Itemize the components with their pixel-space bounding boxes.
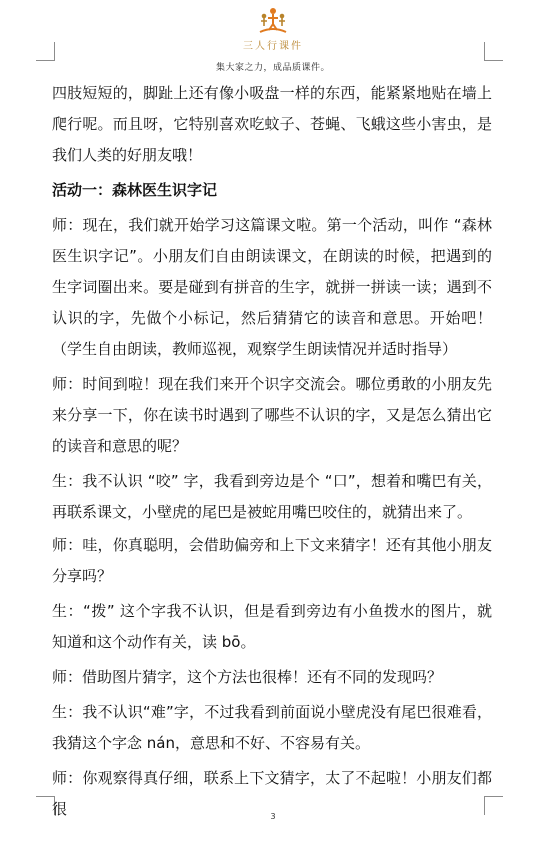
paragraph: 师：哇，你真聪明，会借助偏旁和上下文来猜字！还有其他小朋友分享吗？ [52,536,492,585]
paragraph: 生：我不认识“难”字，不过我看到前面说小壁虎没有尾巴很难看，我猜这个字念 nán，意思和不好、不容易有关。 [52,703,492,752]
page-number: 3 [270,812,276,821]
page-header [0,6,546,76]
paragraph: 师：你观察得真仔细，联系上下文猜字，太了不起啦！小朋友们都很 [52,769,492,818]
paragraph: 师：时间到啦！现在我们来开个识字交流会。哪位勇敢的小朋友先来分享一下，你在读书时遇到了哪些不认识的字，又是怎么猜出它的读音和意思的呢？ [52,375,492,455]
section-heading: 活动一：森林医生识字记 [52,181,218,199]
header-slogan: 集大家之力，成品质课件。 [215,63,330,73]
paragraph: 师：现在，我们就开始学习这篇课文啦。第一个活动，叫作 “森林医生识字记”。小朋友们自由朗读课文，在朗读的时候，把遇到的生字词圈出来。要是碰到有拼音的生字，就拼一拼读一读；遇到不认识的字，先做个小标记，然后猜猜它的读音和意思。开始吧！（学生自由朗读，教师巡视，观察学生朗读情况并适时指导） [52,216,492,358]
publisher-logo [229,6,317,56]
document-body [52,78,492,829]
logo-text: 三人行课件 [243,41,303,52]
paragraph: 生：我不认识 “咬” 字，我看到旁边是个 “口”，想着和嘴巴有关，再联系课文，小壁虎的尾巴是被蛇用嘴巴咬住的，就猜出来了。 [52,472,492,521]
paragraph: 四肢短短的，脚趾上还有像小吸盘一样的东西，能紧紧地贴在墙上爬行呢。而且呀，它特别喜欢吃蚊子、苍蝇、飞蛾这些小害虫，是我们人类的好朋友哦！ [52,84,492,164]
logo-figures-icon [257,6,289,34]
paragraph: 师：借助图片猜字，这个方法也很棒！还有不同的发现吗？ [52,668,443,686]
paragraph: 生：“拨” 这个字我不认识，但是看到旁边有小鱼拨水的图片，就知道和这个动作有关，读 bō。 [52,602,492,651]
